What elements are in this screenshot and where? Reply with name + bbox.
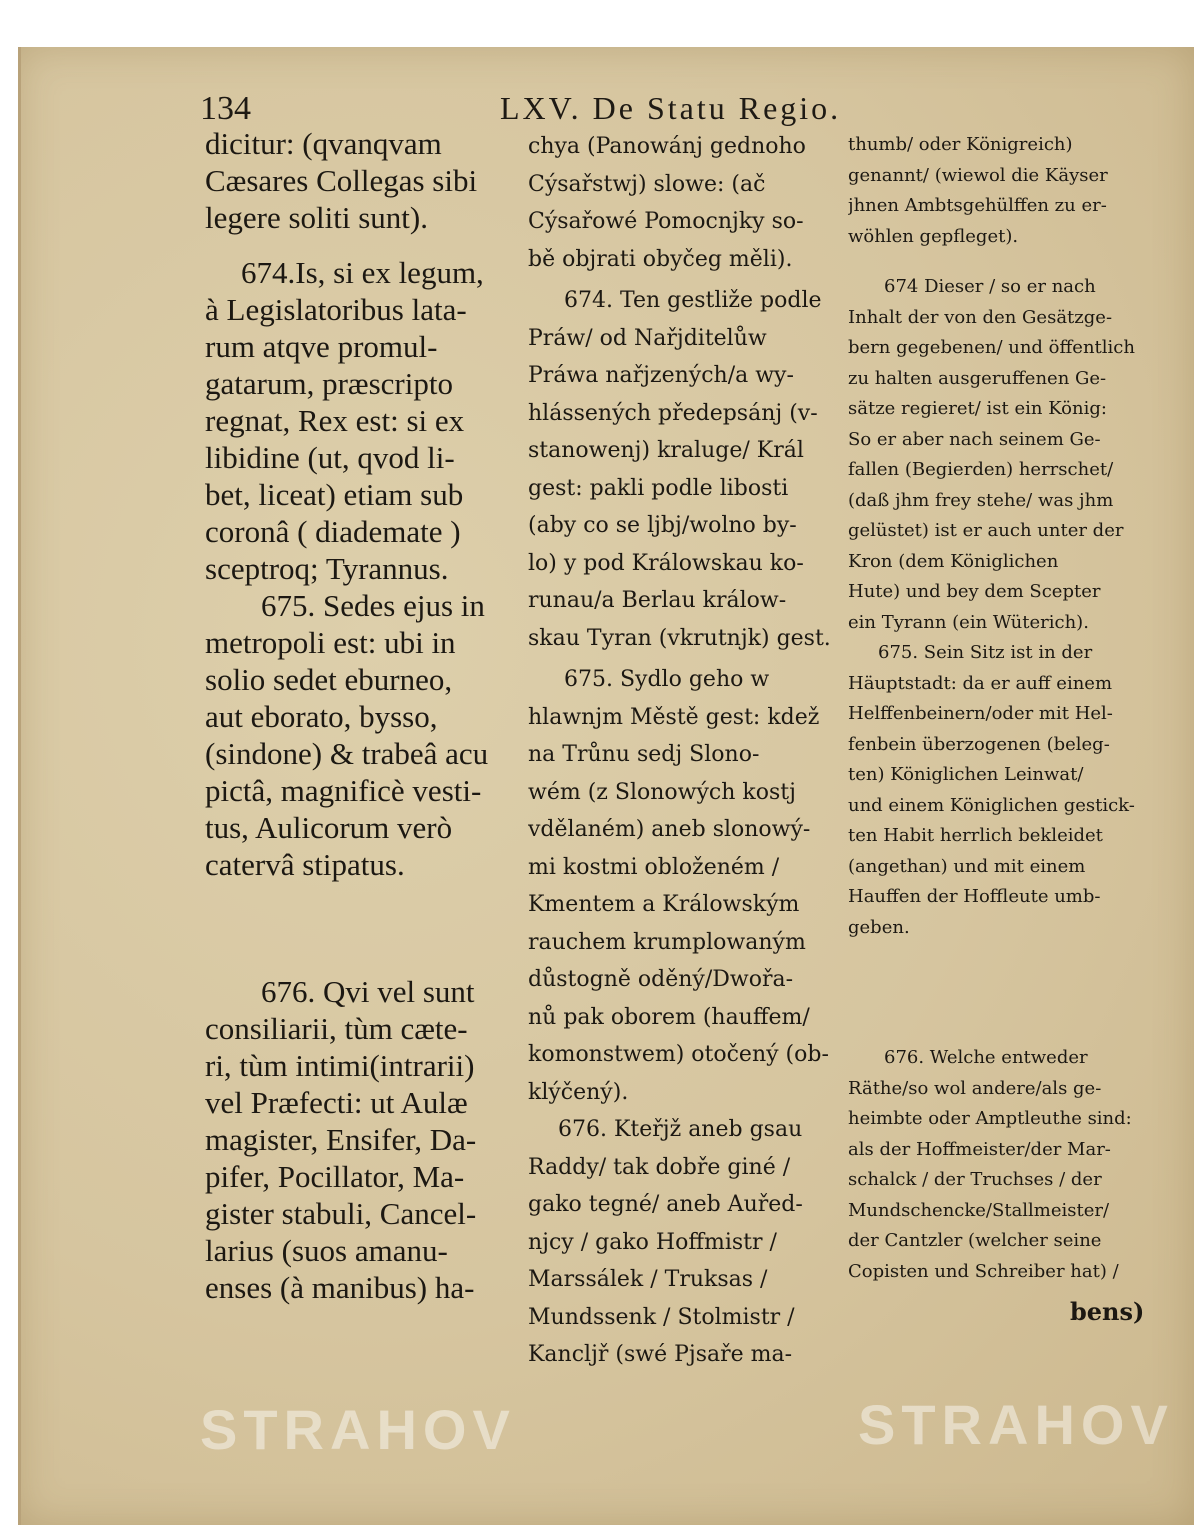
latin-line: magister, Ensifer, Da- <box>205 1122 477 1157</box>
german-line: gelüstet) ist er auch unter der <box>848 520 1124 541</box>
latin-line: enses (à manibus) ha- <box>205 1270 475 1305</box>
german-line: (daß jhm frey stehe/ was jhm <box>848 489 1114 511</box>
czech-line: gest: pakli podle libosti <box>528 475 789 501</box>
german-line: So er aber nach seinem Ge- <box>848 428 1101 450</box>
czech-line: komonstwem) otočený (ob- <box>528 1042 829 1067</box>
german-line: jhnen Ambtsgehülffen zu er- <box>848 195 1107 216</box>
latin-line: pictâ, magnificè vesti- <box>205 773 482 808</box>
czech-line: runau/a Berlau králow- <box>528 588 787 613</box>
czech-line: Cýsařowé Pomocnjky so- <box>528 209 804 234</box>
czech-line: gako tegné/ aneb Auřed- <box>528 1192 803 1217</box>
watermark-left: STRAHOV <box>200 1398 516 1461</box>
czech-line: (aby co se ljbj/wolno by- <box>528 513 797 538</box>
czech-line: Práwa nařjzených/a wy- <box>528 363 794 388</box>
latin-line: dicitur: (qvanqvam <box>205 126 442 161</box>
czech-line: chya (Panowánj gednoho <box>528 134 806 159</box>
latin-line: metropoli est: ubi in <box>205 625 456 660</box>
latin-para-intro <box>205 125 510 236</box>
latin-line: rum atqve promul- <box>205 329 438 364</box>
latin-para-676 <box>205 973 510 1306</box>
czech-para-675 <box>528 661 833 1111</box>
german-line: 674 Dieser / so er nach <box>884 276 1096 297</box>
watermark-right: STRAHOV <box>858 1393 1174 1456</box>
czech-line: klýčený). <box>528 1079 629 1105</box>
czech-line: Práw/ od Nařjditelůw <box>528 325 767 351</box>
czech-line: Kmentem a Králowským <box>528 892 800 917</box>
latin-para-674 <box>205 254 510 587</box>
czech-line: 675. Sydlo geho w <box>564 667 770 692</box>
catchword: bens) <box>1070 1297 1145 1326</box>
latin-line: vel Præfecti: ut Aulæ <box>205 1085 468 1120</box>
latin-line: 674.Is, si ex legum, <box>241 255 484 290</box>
german-line: ten) Königlichen Leinwat/ <box>848 764 1084 785</box>
page-number: 134 <box>200 90 251 127</box>
latin-column <box>205 125 510 1306</box>
german-line: der Cantzler (welcher seine <box>848 1230 1102 1251</box>
czech-line: hlawnjm Městě gest: kdež <box>528 704 820 730</box>
german-line: Kron (dem Königlichen <box>848 550 1059 572</box>
german-line: Inhalt der von den Gesätzge- <box>848 306 1113 328</box>
german-line: ein Tyrann (ein Wüterich). <box>848 611 1089 633</box>
latin-line: tus, Aulicorum verò <box>205 810 453 845</box>
german-column <box>848 130 1148 1287</box>
german-line: Helffenbeinern/oder mit Hel- <box>848 703 1113 724</box>
czech-line: stanowenj) kraluge/ Král <box>528 438 804 463</box>
running-title: LXV. De Statu Regio. <box>500 90 842 126</box>
czech-para-intro <box>528 128 833 278</box>
german-line: Hauffen der Hoffleute umb- <box>848 886 1101 907</box>
latin-line: bet, liceat) etiam sub <box>205 477 464 512</box>
latin-line: gatarum, præscripto <box>205 366 453 401</box>
czech-line: na Trůnu sedj Slono- <box>528 742 760 767</box>
czech-line: skau Tyran (vkrutnjk) gest. <box>528 625 831 651</box>
german-line: Mundschencke/Stallmeister/ <box>848 1199 1110 1221</box>
latin-line: Cæsares Collegas sibi <box>205 163 478 198</box>
german-para-676 <box>848 1043 1148 1287</box>
german-line: 675. Sein Sitz ist in der <box>878 642 1093 663</box>
latin-line: consiliarii, tùm cæte- <box>205 1011 468 1046</box>
czech-line: Cýsařstwj) slowe: (ač <box>528 171 766 197</box>
german-line: fallen (Begierden) herrschet/ <box>848 459 1114 480</box>
german-line: bern gegebenen/ und öffentlich <box>848 337 1135 358</box>
czech-line: Kancljř (swé Pjsaře ma- <box>528 1342 793 1367</box>
latin-line: libidine (ut, qvod li- <box>205 440 455 475</box>
german-line: Räthe/so wol andere/als ge- <box>848 1077 1102 1099</box>
czech-line: njcy / gako Hoffmistr / <box>528 1229 777 1255</box>
german-line: fenbein überzogenen (beleg- <box>848 733 1110 755</box>
czech-column <box>528 128 833 1374</box>
german-line: Copisten und Schreiber hat) / <box>848 1260 1119 1282</box>
czech-line: důstogně oděný/Dwořa- <box>528 967 794 992</box>
latin-line: regnat, Rex est: si ex <box>205 403 465 438</box>
latin-line: gister stabuli, Cancel- <box>205 1196 477 1231</box>
german-para-intro <box>848 130 1148 252</box>
czech-line: lo) y pod Králowskau ko- <box>528 550 804 576</box>
czech-line: 676. Kteřjž aneb gsau <box>558 1117 803 1142</box>
czech-line: Mundssenk / Stolmistr / <box>528 1304 795 1330</box>
czech-para-676 <box>528 1111 833 1374</box>
czech-line: 674. Ten gestliže podle <box>564 288 822 313</box>
latin-line: à Legislatoribus lata- <box>205 292 467 327</box>
latin-line: pifer, Pocillator, Ma- <box>205 1159 465 1194</box>
german-line: Häuptstadt: da er auff einem <box>848 672 1113 694</box>
czech-line: rauchem krumplowaným <box>528 929 806 955</box>
latin-line: catervâ stipatus. <box>205 847 405 882</box>
german-line: thumb/ oder Königreich) <box>848 134 1073 155</box>
latin-line: legere soliti sunt). <box>205 200 428 235</box>
latin-line: larius (suos amanu- <box>205 1233 448 1268</box>
german-line: sätze regieret/ ist ein König: <box>848 398 1107 419</box>
page-header <box>200 90 880 130</box>
czech-line: bě objrati obyčeg měli). <box>528 246 793 272</box>
german-line: (angethan) und mit einem <box>848 855 1086 877</box>
german-line: zu halten ausgeruffenen Ge- <box>848 367 1107 389</box>
german-line: schalck / der Truchses / der <box>848 1169 1102 1190</box>
latin-line: aut eborato, bysso, <box>205 699 438 734</box>
german-line: als der Hoffmeister/der Mar- <box>848 1138 1111 1160</box>
latin-line: 676. Qvi vel sunt <box>261 974 475 1009</box>
czech-line: nů pak oborem (hauffem/ <box>528 1004 810 1030</box>
czech-line: wém (z Slonowých kostj <box>528 779 796 805</box>
czech-para-674 <box>528 282 833 657</box>
czech-line: hlássených předepsánj (v- <box>528 400 818 426</box>
german-line: und einem Königlichen gestick- <box>848 794 1135 816</box>
german-line: genannt/ (wiewol die Käyser <box>848 164 1108 186</box>
german-line: geben. <box>848 916 910 938</box>
german-line: Hute) und bey dem Scepter <box>848 581 1101 602</box>
czech-line: Marssálek / Truksas / <box>528 1267 768 1292</box>
latin-line: 675. Sedes ejus in <box>261 588 485 623</box>
czech-line: Raddy/ tak dobře giné / <box>528 1154 791 1180</box>
german-para-675 <box>848 638 1148 943</box>
latin-line: ri, tùm intimi(intrarii) <box>205 1048 475 1083</box>
latin-line: (sindone) & trabeâ acu <box>205 736 489 771</box>
czech-line: vdělaném) aneb slonowý- <box>528 817 811 842</box>
german-line: wöhlen gepfleget). <box>848 225 1019 247</box>
latin-line: coronâ ( diademate ) <box>205 514 461 549</box>
latin-line: solio sedet eburneo, <box>205 662 453 697</box>
german-para-674 <box>848 272 1148 638</box>
latin-para-675 <box>205 587 510 883</box>
german-line: heimbte oder Amptleuthe sind: <box>848 1108 1132 1129</box>
latin-line: sceptroq; Tyrannus. <box>205 551 449 586</box>
czech-line: mi kostmi obloženém / <box>528 854 780 880</box>
german-line: ten Habit herrlich bekleidet <box>848 825 1103 846</box>
german-line: 676. Welche entweder <box>884 1047 1088 1068</box>
